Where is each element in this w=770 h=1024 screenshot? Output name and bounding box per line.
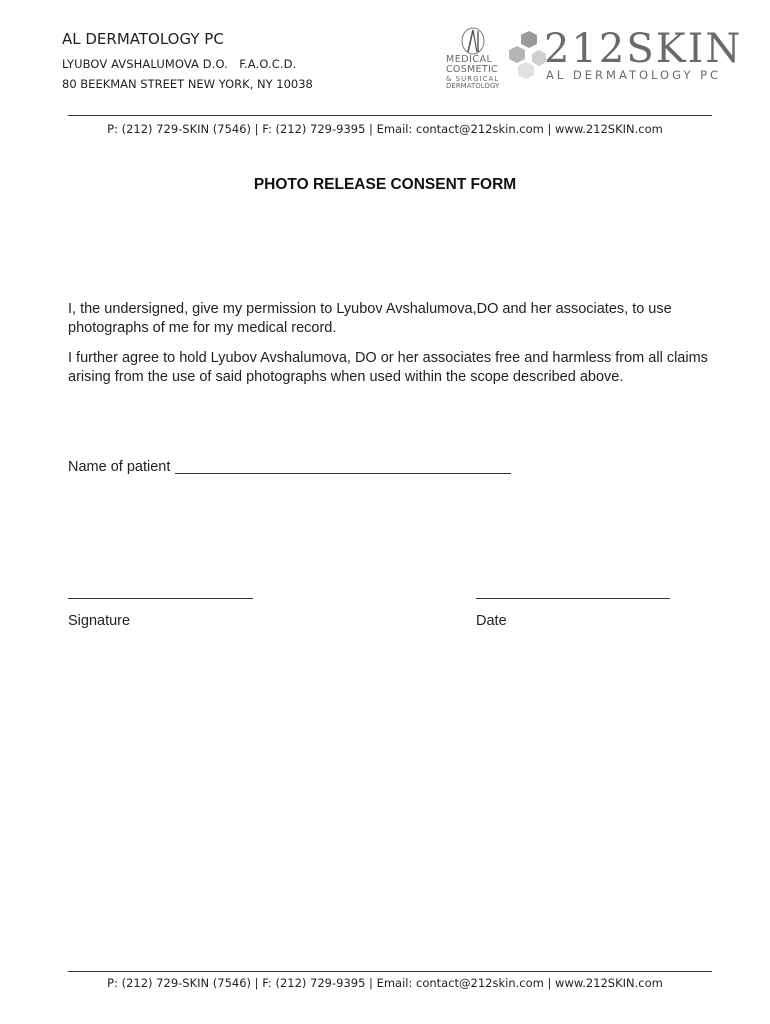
signature-line[interactable] — [68, 598, 253, 599]
logo-medical-line4: DERMATOLOGY — [446, 82, 500, 90]
al-monogram-icon — [440, 26, 506, 56]
consent-paragraph-1: I, the undersigned, give my permission to Lyubov Avshalumova,DO and her associates, to use photographs of me for my medical record. — [68, 301, 672, 336]
logo-212skin-name: 212SKIN — [544, 26, 743, 72]
doctor-credentials: LYUBOV AVSHALUMOVA D.O. F.A.O.C.D. — [62, 57, 297, 71]
consent-paragraph-2: I further agree to hold Lyubov Avshalumova, DO or her associates free and harmless from all claims arising from the use of said photographs when used within the scope described above. — [68, 350, 708, 385]
logo-212skin-subtitle: AL DERMATOLOGY PC — [546, 68, 722, 82]
practice-address: 80 BEEKMAN STREET NEW YORK, NY 10038 — [62, 77, 313, 91]
medical-cosmetic-logo — [440, 26, 506, 92]
date-label: Date — [476, 613, 507, 629]
date-line[interactable] — [476, 598, 670, 599]
logo-medical-line3: & SURGICAL — [446, 75, 500, 83]
signature-label: Signature — [68, 613, 131, 629]
footer-divider — [68, 971, 712, 972]
hexagon-cluster-icon — [504, 28, 548, 88]
patient-name-line[interactable] — [175, 473, 511, 474]
practice-name: AL DERMATOLOGY PC — [62, 30, 224, 48]
header-contact-line: P: (212) 729-SKIN (7546) | F: (212) 729-9395 | Email: contact@212skin.com | www.212SKIN.com — [107, 122, 663, 136]
212skin-logo — [504, 26, 743, 88]
form-title: PHOTO RELEASE CONSENT FORM — [253, 176, 517, 193]
header-divider — [68, 115, 712, 116]
logo-medical-line2: COSMETIC — [446, 64, 498, 75]
footer-contact-line: P: (212) 729-SKIN (7546) | F: (212) 729-9395 | Email: contact@212skin.com | www.212SKIN.com — [107, 976, 663, 990]
patient-name-label: Name of patient — [68, 459, 171, 475]
logo-medical-line1: MEDICAL — [446, 54, 493, 65]
